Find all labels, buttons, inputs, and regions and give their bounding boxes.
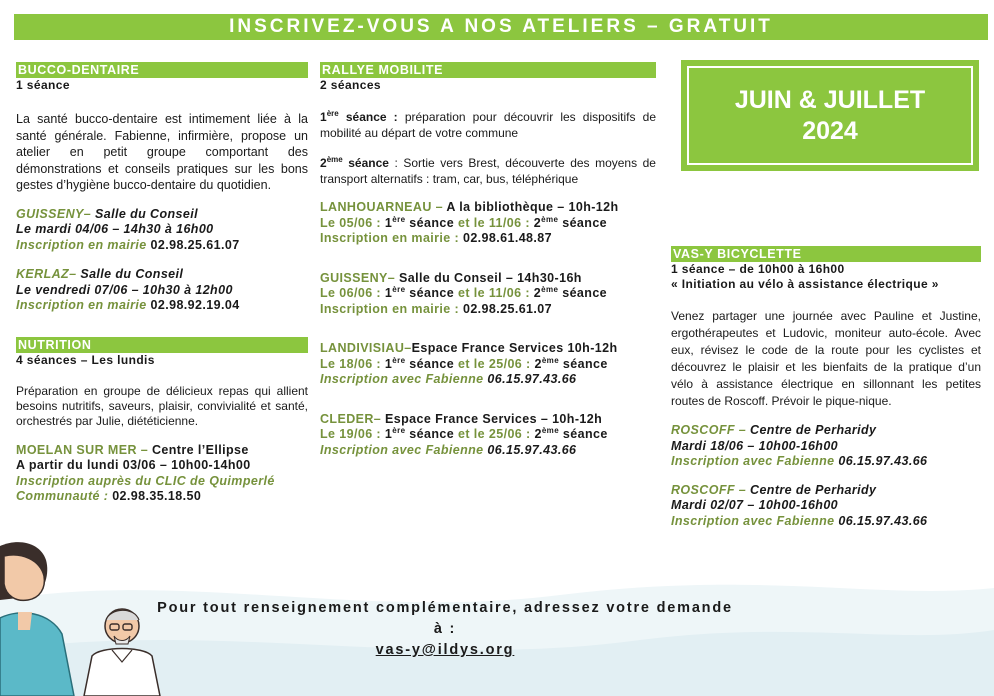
bucco-event-1 [16,207,308,254]
event-phone: 02.98.92.19.04 [150,298,240,312]
rallye-session-2: 2ème séance : Sortie vers Brest, découverte des moyens de transport alternatifs : tram, car, bus, téléphérique [320,155,656,186]
event-registration: Inscription en mairie [16,237,151,252]
event-place: Salle du Conseil [91,206,198,221]
velo-subtitle: « Initiation au vélo à assistance électrique » [671,277,939,291]
nutrition-event [16,443,308,505]
rallye-session-1: 1ère séance : préparation pour découvrir les dispositifs de mobilité au départ de votre commune [320,109,656,140]
nutrition-description: Préparation en groupe de délicieux repas qui allient besoins nutritifs, saveurs, plaisir, convivialité et santé, orchestrés par Julie, diététicienne. [16,383,308,428]
rallye-sessions: 2 séances [320,78,381,92]
date-box [681,60,979,171]
column-right [671,246,981,529]
column-left [16,62,308,505]
event-registration: Inscription en mairie [16,298,151,312]
rallye-event-1: LANHOUARNEAU – A la bibliothèque – 10h-12h Le 05/06 : 1ère séance et le 11/06 : 2ème séance Inscription en mairie : 02.98.61.48.87 [320,200,619,245]
nutrition-header: NUTRITION [16,337,308,353]
contact-email-link[interactable]: vas-y@ildys.org [375,642,515,658]
event-place: Centre l’Ellipse [151,442,249,457]
event-town: MOELAN SUR MER – [16,442,152,457]
event-date: A partir du lundi 03/06 – 10h00-14h00 [16,458,251,472]
bucco-sessions: 1 séance [16,78,70,92]
event-phone: 02.98.25.61.07 [150,237,240,252]
velo-header: VAS-Y BICYCLETTE [671,246,981,262]
rallye-event-3: LANDIVISIAU–Espace France Services 10h-12h Le 18/06 : 1ère séance et le 25/06 : 2ème séance Inscription avec Fabienne 06.15.97.43.66 [320,341,618,386]
event-date: Le mardi 04/06 – 14h30 à 16h00 [16,222,214,236]
bucco-event-2 [16,267,308,314]
rallye-header: RALLYE MOBILITE [320,62,656,78]
people-illustration [0,538,170,696]
rallye-event-2: GUISSENY– Salle du Conseil – 14h30-16h Le 06/06 : 1ère séance et le 11/06 : 2ème séance Inscription en mairie : 02.98.25.61.07 [320,270,608,316]
date-year: 2024 [802,116,858,145]
velo-description: Venez partager une journée avec Pauline et Justine, ergothérapeutes et Ludovic, moniteur auto-école. Avec eux, révisez le code de la route pour les cyclistes et découvrez le plaisir et les bienfaits de la pratique d’un vélo à assistance électrique en sillonnant les petites routes de Roscoff. Prévoir le pique-nique. [671,309,981,408]
bucco-description: La santé bucco-dentaire est intimement liée à la santé générale. Fabienne, infirmière, propose un atelier en petit groupe comportant des démonstrations et conseils pratiques sur les bons gestes d’hygiène bucco-dentaire du quotidien. [16,112,308,192]
event-town: GUISSENY– [16,206,92,221]
page-banner: INSCRIVEZ-VOUS A NOS ATELIERS – GRATUIT [14,14,988,40]
velo-event-2: ROSCOFF – Centre de Perharidy Mardi 02/07 – 10h00-16h00 Inscription avec Fabienne 06.15.97.43.66 [671,482,928,528]
footer-contact [150,598,740,661]
event-phone: 02.98.35.18.50 [112,489,202,503]
velo-sessions: 1 séance – de 10h00 à 16h00 [671,262,845,276]
column-middle [320,62,656,458]
event-place: Salle du Conseil [76,267,184,281]
bucco-header: BUCCO-DENTAIRE [16,62,308,78]
nutrition-sessions: 4 séances – Les lundis [16,352,155,367]
footer-text: Pour tout renseignement complémentaire, adressez votre demande à : [157,600,733,637]
date-months: JUIN & JUILLET [734,85,926,114]
event-town: KERLAZ– [16,267,77,281]
rallye-event-4: CLEDER– Espace France Services – 10h-12h Le 19/06 : 1ère séance et le 25/06 : 2ème séance Inscription avec Fabienne 06.15.97.43.66 [320,411,608,457]
velo-event-1: ROSCOFF – Centre de Perharidy Mardi 18/06 – 10h00-16h00 Inscription avec Fabienne 06.15.97.43.66 [671,423,928,468]
event-registration: Inscription auprès du CLIC de Quimperlé Communauté : [16,473,275,503]
event-date: Le vendredi 07/06 – 10h30 à 12h00 [16,282,233,297]
